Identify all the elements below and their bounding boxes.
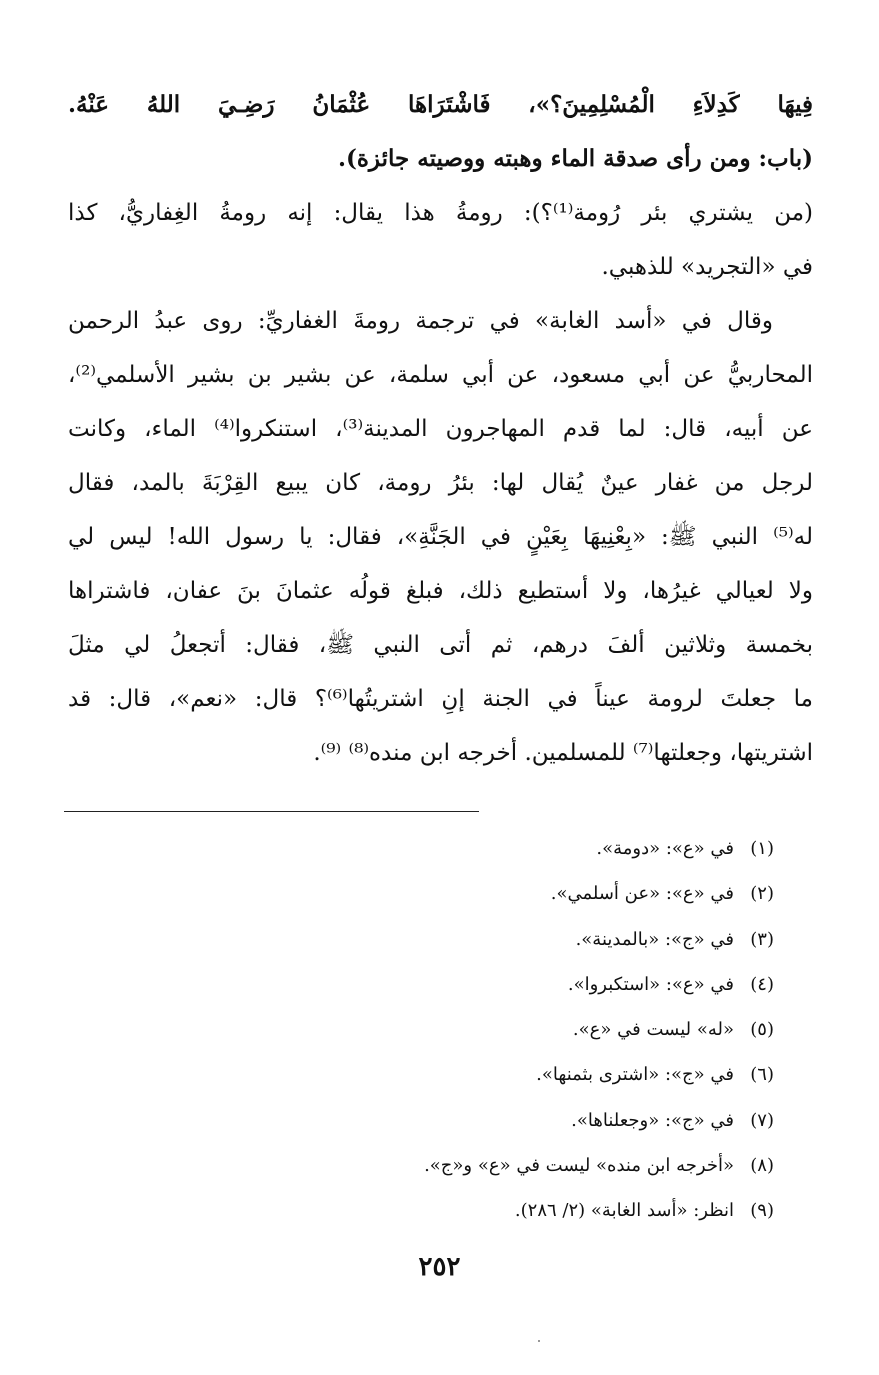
footnote xyxy=(254,1188,774,1233)
footnote xyxy=(254,1007,774,1052)
footnote-text: في «ع»: «استكبروا». xyxy=(567,973,734,995)
text-line-8: لرجل من غفار عينٌ يُقال لها: بئرُ رومة، كان يبيع القِرْبَةَ بالمد، فقال xyxy=(68,470,813,496)
footnote-text: في «ع»: «عن أسلمي». xyxy=(550,883,734,905)
text-line-7: عن أبيه، قال: لما قدم المهاجرون المدينة⁽³⁾، استنكروا⁽⁴⁾ الماء، وكانت xyxy=(68,416,813,442)
footnote xyxy=(254,1098,774,1143)
text-line-12: ما جعلتَ لرومة عيناً في الجنة إنِ اشتريتُها⁽⁶⁾؟ قال: «نعم»، قال: قد xyxy=(68,686,813,712)
footnote-text: في «ج»: «وجعلناها». xyxy=(571,1109,734,1131)
footnote-number: (٧) xyxy=(750,1109,774,1131)
text-line-10: ولا لعيالي غيرُها، ولا أستطيع ذلك، فبلغ قولُه عثمانَ بنَ عفان، فاشتراها xyxy=(68,578,813,604)
text-line-6: المحاربيُّ عن أبي مسعود، عن أبي سلمة، عن بشير بن بشير الأسلمي⁽²⁾، xyxy=(68,362,813,388)
footnote-number: (٨) xyxy=(750,1155,774,1177)
footnote-text: في «ج»: «بالمدينة». xyxy=(575,928,734,950)
page-number: ٢٥٢ xyxy=(418,1252,461,1282)
text-line-4: في «التجريد» للذهبي. xyxy=(601,254,813,280)
footnote-text: في «ج»: «اشترى بثمنها». xyxy=(536,1064,734,1086)
text-line-3: (من يشتري بئر رُومة⁽¹⁾؟): رومةُ هذا يقال: إنه رومةُ الغِفاريُّ، كذا xyxy=(68,200,813,226)
footnote-text: انظر: «أسد الغابة» (٢/ ٢٨٦). xyxy=(514,1200,734,1222)
footnote-number: (٥) xyxy=(750,1019,774,1041)
footnote-text: في «ع»: «دومة». xyxy=(596,838,734,859)
footnotes xyxy=(254,826,774,1234)
footnote-number: (١) xyxy=(750,838,774,859)
footnote-number: (٢) xyxy=(750,883,774,905)
footnote xyxy=(254,871,774,916)
footnote xyxy=(254,1052,774,1097)
scan-speck xyxy=(538,1340,540,1342)
footnote-number: (٦) xyxy=(750,1064,774,1086)
text-line-13: اشتريتها، وجعلتها⁽⁷⁾ للمسلمين. أخرجه ابن منده⁽⁸⁾ ⁽⁹⁾. xyxy=(313,740,813,766)
footnote-number: (٩) xyxy=(750,1200,774,1222)
text-line-9: له⁽⁵⁾ النبي ﷺ: «بِعْنِيهَا بِعَيْنٍ في الجَنَّةِ»، فقال: يا رسول الله! ليس لي xyxy=(68,524,813,550)
footnote xyxy=(254,917,774,962)
text-line-11: بخمسة وثلاثين ألفَ درهم، ثم أتى النبي ﷺ، فقال: أتجعلُ لي مثلَ xyxy=(68,632,813,658)
text-line-5: وقال في «أسد الغابة» في ترجمة رومةَ الغفاريِّ: روى عبدُ الرحمن xyxy=(68,308,773,334)
footnote-text: «له» ليست في «ع». xyxy=(572,1019,734,1041)
footnote-number: (٣) xyxy=(750,928,774,950)
text-line-1: فِيهَا كَدِلاَءِ الْمُسْلِمِينَ؟»، فَاشْتَرَاهَا عُثْمَانُ رَضِـيَ اللهُ عَنْهُ. xyxy=(68,91,813,118)
footnote xyxy=(254,1143,774,1188)
footnote-separator xyxy=(64,811,479,812)
footnote-number: (٤) xyxy=(750,973,774,995)
footnote xyxy=(254,826,774,871)
bab-heading: (باب: ومن رأى صدقة الماء وهبته ووصيته جائزة). xyxy=(337,145,813,172)
main-text xyxy=(68,78,813,780)
footnote-text: «أخرجه ابن منده» ليست في «ع» و«ج». xyxy=(424,1155,734,1177)
footnote xyxy=(254,962,774,1007)
